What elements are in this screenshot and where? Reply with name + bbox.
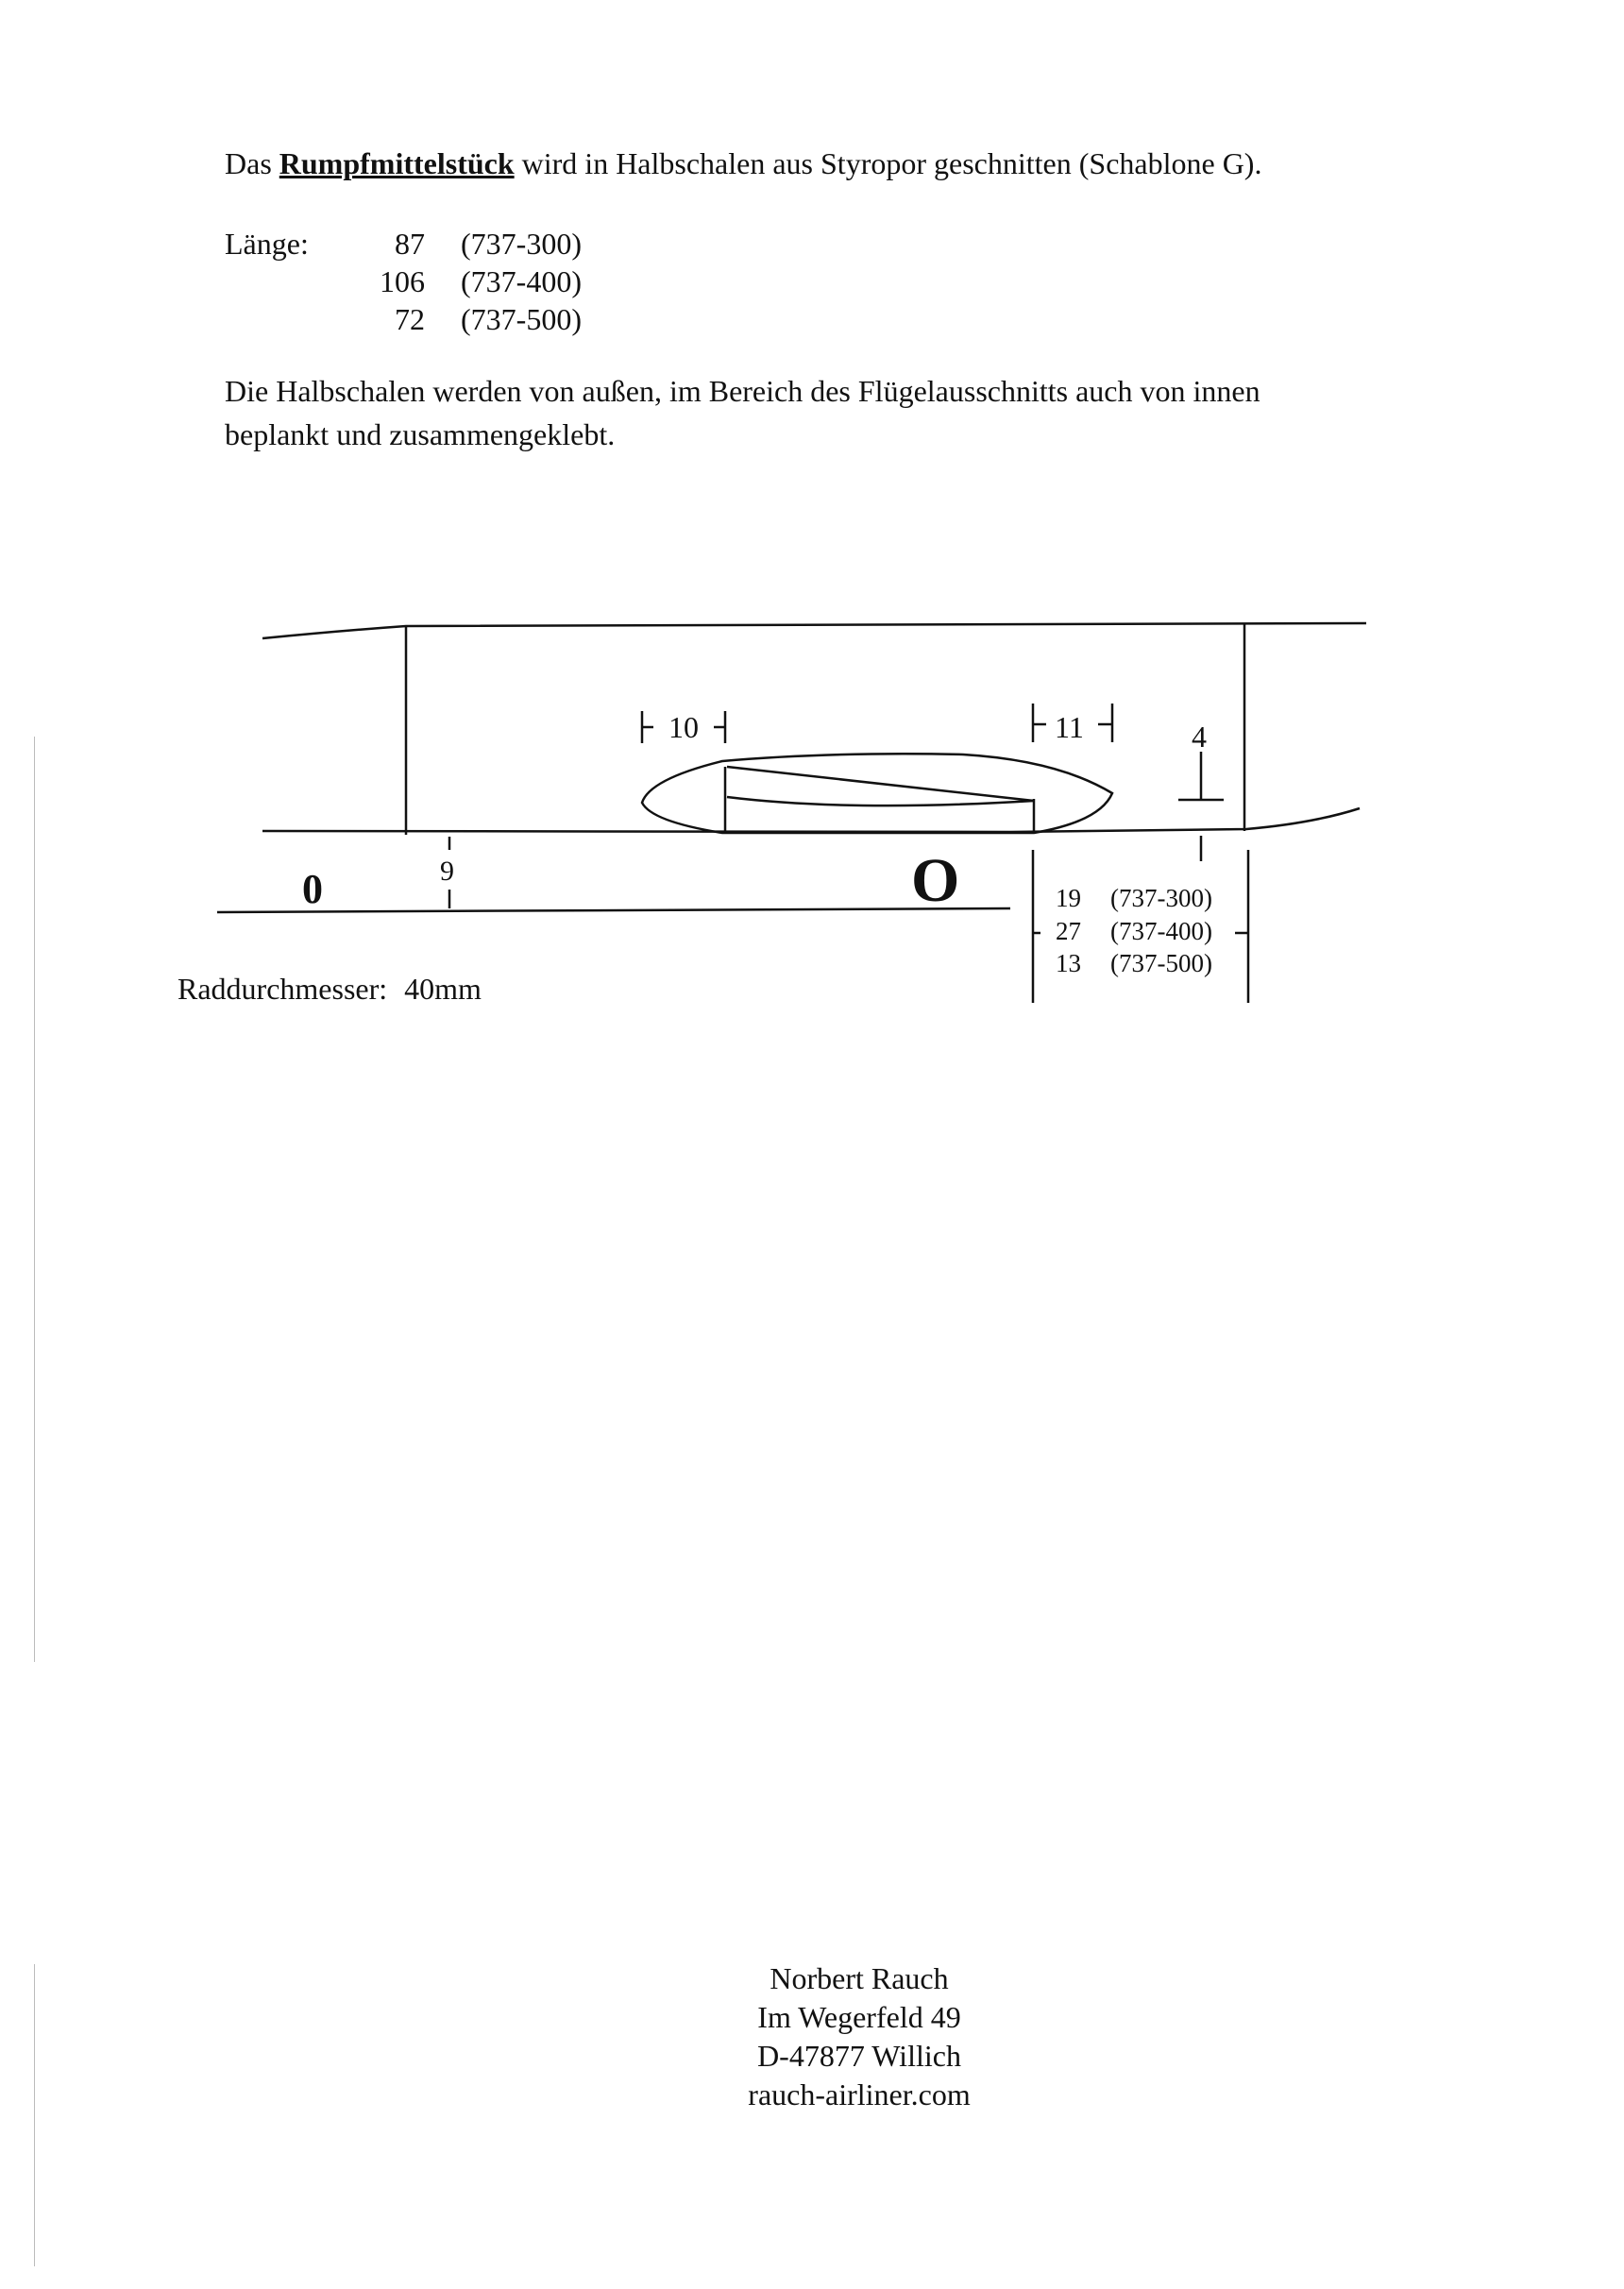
intro-after: wird in Halbschalen aus Styropor geschnitten (Schablone G).: [514, 146, 1262, 180]
author-website: rauch-airliner.com: [748, 2077, 971, 2111]
length-model: (737-400): [461, 264, 582, 298]
fuselage-top-line: [262, 623, 1366, 638]
wheel-diameter: [178, 967, 482, 1010]
length-model: (737-300): [461, 227, 582, 261]
fuselage-bottom-line: [262, 808, 1360, 832]
dim-11-label: 11: [1055, 710, 1084, 744]
wheel-mark-right: O: [911, 846, 960, 915]
dim-4-label: 4: [1192, 720, 1207, 754]
author-city: D-47877 Willich: [757, 2039, 961, 2073]
intro-emphasis: Rumpfmittelstück: [279, 146, 515, 180]
wing-inner-chord: [727, 767, 1034, 801]
wheel-diameter-value: 40mm: [404, 972, 482, 1006]
length-value: 106: [380, 264, 425, 298]
gear-row-value: 19: [1056, 884, 1081, 912]
dim-9-label: 9: [440, 856, 454, 887]
ground-line: [217, 908, 1010, 912]
dim-10-label: 10: [668, 710, 699, 744]
length-value: 72: [395, 302, 425, 336]
address-block: [718, 1959, 1001, 2114]
lengths-label: Länge:: [225, 227, 309, 261]
wheel-mark-left: 0: [302, 866, 323, 912]
para2-line2: beplankt und zusammengeklebt.: [225, 417, 616, 451]
wing-inner-airfoil: [727, 797, 1034, 805]
gear-row-model: (737-400): [1110, 917, 1212, 945]
gear-row-model: (737-300): [1110, 884, 1212, 912]
gear-row-value: 13: [1056, 949, 1081, 977]
author-name: Norbert Rauch: [770, 1961, 949, 1995]
intro-before: Das: [225, 146, 279, 180]
para2-line1: Die Halbschalen werden von außen, im Bereich des Flügelausschnitts auch von innen: [225, 374, 1260, 408]
author-street: Im Wegerfeld 49: [757, 2000, 961, 2034]
length-value: 87: [395, 227, 425, 261]
length-model: (737-500): [461, 302, 582, 336]
wheel-diameter-label: Raddurchmesser:: [178, 972, 388, 1006]
gear-row-value: 27: [1056, 917, 1081, 945]
gear-row-model: (737-500): [1110, 949, 1212, 977]
wing-cutout-outline: [642, 754, 1112, 833]
